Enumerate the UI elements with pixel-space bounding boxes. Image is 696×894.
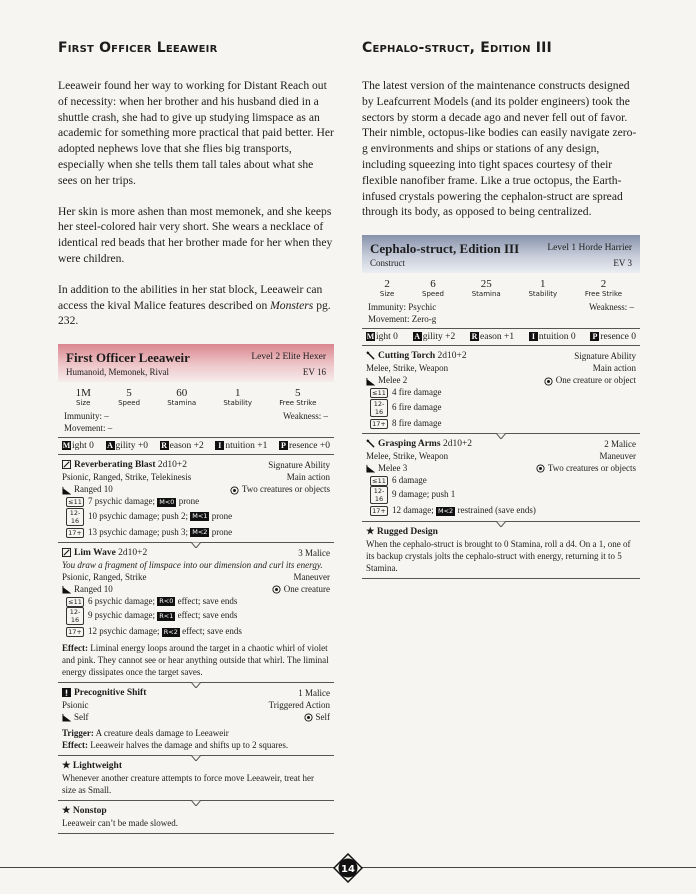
ranged-attack-icon [62, 548, 71, 557]
book-reference: Monsters [270, 298, 314, 312]
tier-3: 17+ 13 psychic damage; push 3; M<2 prone [62, 526, 330, 538]
ability-type: Signature Ability [574, 351, 636, 362]
stat-block [58, 344, 334, 834]
paragraph: Her skin is more ashen than most memonek, and she keeps her steel-colored hair very short. She wears a necklace of identical red beads that her brother made for her when they were children. [58, 204, 333, 265]
left-column [58, 40, 334, 834]
ability-precognitive-shift [58, 683, 334, 756]
creature-name: Cephalo-struct, Edition III [370, 241, 520, 257]
ability-cutting-torch [362, 346, 640, 434]
tier-3: 17+ 12 damage; M<2 restrained (save ends) [366, 504, 636, 516]
section-heading: Cephalo-struct, Edition III [362, 40, 552, 56]
creature-name: First Officer Leeaweir [66, 350, 190, 366]
target-icon [544, 377, 553, 386]
distance-icon [62, 585, 71, 594]
tier-2: 12-16 6 fire damage [366, 399, 636, 417]
stat-stability: 1 Stability [223, 387, 253, 408]
melee-attack-icon [366, 439, 375, 448]
might: M ight 0 [62, 441, 94, 452]
stat-size: 2 Size [379, 278, 395, 299]
ability-cost: 3 Malice [298, 547, 330, 558]
right-column [362, 40, 640, 579]
section-heading: First Officer Leeaweir [58, 40, 218, 56]
ability-cost: 2 Malice [604, 438, 636, 449]
ability-effect: Effect: Liminal energy loops around the target in a chaotic whirl of violet and pink. They cannot see or hear anything outside that whirl. The liminal energy dissipates once the target saves. [62, 642, 329, 677]
ability-name: Cutting Torch [378, 351, 436, 362]
trait-text: When the cephalo-struct is brought to 0 Stamina, roll a d4. On a 1, one of its backup crystals jolts the cephalo-struct with energy, returning it to 5 Stamina. [366, 538, 631, 573]
ability-keywords: Melee, Strike, Weapon [366, 363, 449, 374]
tier-1: ≤11 7 psychic damage; M<0 prone [62, 495, 330, 507]
immunity-weakness-row [58, 410, 334, 422]
tier-2: 12-16 9 psychic damage; R<1 effect; save ends [62, 607, 330, 625]
reason: R eason +2 [161, 441, 204, 452]
target-icon [272, 585, 281, 594]
ability-range: Self [74, 711, 89, 722]
reason: R eason +1 [471, 332, 515, 343]
immunity: Immunity: Psychic [368, 302, 437, 313]
weakness: Weakness: – [282, 411, 328, 422]
ability-keywords: Melee, Strike, Weapon [366, 450, 449, 461]
trait-rugged-design [362, 522, 640, 578]
immunity: Immunity: – [64, 411, 109, 422]
star-icon: ★ [366, 526, 375, 537]
ability-type: Signature Ability [268, 460, 330, 471]
target-icon [304, 713, 313, 722]
tier-1: ≤11 6 damage [366, 474, 636, 486]
ability-target: One creature [283, 583, 330, 594]
encounter-value: EV 16 [302, 367, 326, 378]
paragraph-text: pg. 232. [58, 298, 331, 328]
power-roll: 2d10+2 [442, 438, 473, 449]
ability-flavor: You draw a fragment of limspace into our dimension and curl its energy. [62, 559, 323, 570]
trait-name: Nonstop [72, 805, 107, 816]
stat-block-header [58, 344, 334, 382]
tier-2: 12-16 10 psychic damage; push 2; M<1 prone [62, 508, 330, 526]
ability-cost: 1 Malice [298, 687, 330, 698]
distance-icon [366, 377, 375, 386]
page-number: 14 [341, 864, 355, 875]
trait-text: Leeaweir can’t be made slowed. [62, 817, 179, 828]
star-icon: ★ [62, 760, 71, 771]
ability-lim-wave [58, 543, 334, 683]
movement: Movement: Zero-g [368, 314, 437, 325]
presence: P resence 0 [590, 332, 636, 342]
paragraph: The latest version of the maintenance constructs designed by Leafcurrent Models (and its polder engineers) took the sectors by storm a decade ago and never fell out of favor. Their nimble, octopus-like bodies can easily navigate zero-g environments and ships or stations of any design, including squeezing into tight spaces courtesy of their flexible nanofiber frame. Like a true octopus, the Earth-infused crystals powering the cephalon-struct are spread through its body, as opposed to being centralized. [362, 79, 637, 219]
weakness: Weakness: – [588, 302, 634, 313]
tier-3: 17+ 12 psychic damage; R<2 effect; save ends [62, 625, 330, 637]
power-roll: 2d10+2 [157, 460, 188, 471]
ability-keywords: Psionic, Ranged, Strike [62, 571, 147, 582]
presence: P resence +0 [279, 441, 330, 451]
ability-name: Lim Wave [74, 547, 116, 558]
ability-range: Melee 2 [378, 375, 408, 386]
characteristics-row [362, 328, 640, 346]
target-icon [230, 486, 239, 495]
stat-stamina: 25 Stamina [471, 278, 501, 299]
ability-effect: Effect: Leeaweir halves the damage and shifts up to 2 squares. [62, 739, 289, 750]
paragraph-text: In addition to the abilities in her stat block, Leeaweir can access the kival Malice features described on [58, 282, 323, 312]
ability-keywords: Psionic, Ranged, Strike, Telekinesis [62, 472, 192, 483]
stat-block [362, 235, 640, 579]
ability-action: Main action [286, 472, 330, 483]
ability-target: Two creatures or objects [547, 462, 636, 473]
ranged-attack-icon [62, 460, 71, 469]
stat-stability: 1 Stability [528, 278, 558, 299]
melee-attack-icon [366, 351, 375, 360]
distance-icon [62, 486, 71, 495]
ability-action: Maneuver [599, 450, 636, 461]
intuition: I ntuition 0 [529, 332, 576, 342]
intuition: I ntuition +1 [215, 441, 267, 451]
creature-level: Level 1 Horde Harrier [547, 243, 632, 254]
star-icon: ★ [62, 805, 71, 816]
stat-speed: 6 Speed [422, 278, 444, 299]
tier-2: 12-16 9 damage; push 1 [366, 486, 636, 504]
target-icon [536, 464, 545, 473]
power-roll: 2d10+2 [437, 351, 467, 362]
agility: A gility +0 [107, 441, 149, 452]
ability-target: One creature or object [555, 375, 636, 386]
trait-text: Whenever another creature attempts to force move Leeaweir, treat her size as Small. [62, 772, 314, 795]
agility: A gility +2 [414, 332, 456, 343]
distance-icon [62, 713, 71, 722]
ability-action: Triggered Action [268, 699, 330, 710]
tier-1: ≤11 4 fire damage [366, 386, 636, 398]
characteristics-row [58, 437, 334, 455]
creature-keywords: Humanoid, Memonek, Rival [66, 367, 169, 378]
ability-range: Melee 3 [378, 462, 408, 473]
stat-stamina: 60 Stamina [167, 387, 197, 408]
stat-speed: 5 Speed [118, 387, 141, 408]
ability-range: Ranged 10 [74, 583, 113, 594]
tier-3: 17+ 8 fire damage [366, 417, 636, 429]
ability-trigger: Trigger: A creature deals damage to Leeaweir [62, 727, 229, 738]
paragraph: Leeaweir found her way to working for Distant Reach out of necessity: when her brother and his husband died in a shuttle crash, she had to give up studying limspace as an academic for something more practical that paid better. Her adopted nephews love that she flies big transports, especially when she tells them tall tales about what she sees on her trips. [58, 79, 334, 187]
movement: Movement: – [64, 423, 113, 434]
stat-free-strike: 5 Free Strike [279, 387, 317, 408]
ability-target: Self [315, 711, 330, 722]
movement-row [58, 422, 334, 434]
trait-nonstop [58, 801, 334, 833]
page-number-badge [333, 853, 363, 883]
creature-keywords: Construct [370, 258, 405, 269]
stat-block-header [362, 235, 640, 273]
immunity-weakness-row [362, 301, 640, 313]
trait-lightweight [58, 756, 334, 801]
ability-reverberating-blast [58, 455, 334, 543]
paragraph [58, 282, 334, 329]
distance-icon [366, 464, 375, 473]
creature-level: Level 2 Elite Hexer [251, 352, 326, 363]
trait-name: Lightweight [72, 760, 122, 771]
stat-row [362, 273, 640, 301]
movement-row [362, 313, 640, 325]
stat-size: 1M Size [75, 387, 91, 408]
tier-1: ≤11 6 psychic damage; R<0 effect; save ends [62, 595, 330, 607]
encounter-value: EV 3 [613, 258, 632, 269]
might: M ight 0 [366, 332, 398, 343]
ability-range: Ranged 10 [74, 484, 113, 495]
stat-row [58, 382, 334, 410]
ability-action: Maneuver [293, 571, 330, 582]
ability-name: Grasping Arms [378, 438, 441, 449]
ability-target: Two creatures or objects [241, 484, 330, 495]
ability-keywords: Psionic [62, 699, 89, 710]
triggered-action-icon [62, 688, 71, 697]
ability-name: Reverberating Blast [74, 460, 156, 471]
power-roll: 2d10+2 [118, 547, 148, 558]
ability-action: Main action [592, 363, 636, 374]
trait-name: Rugged Design [376, 526, 438, 537]
stat-free-strike: 2 Free Strike [584, 278, 623, 299]
ability-name: Precognitive Shift [74, 687, 147, 698]
ability-grasping-arms [362, 434, 640, 522]
